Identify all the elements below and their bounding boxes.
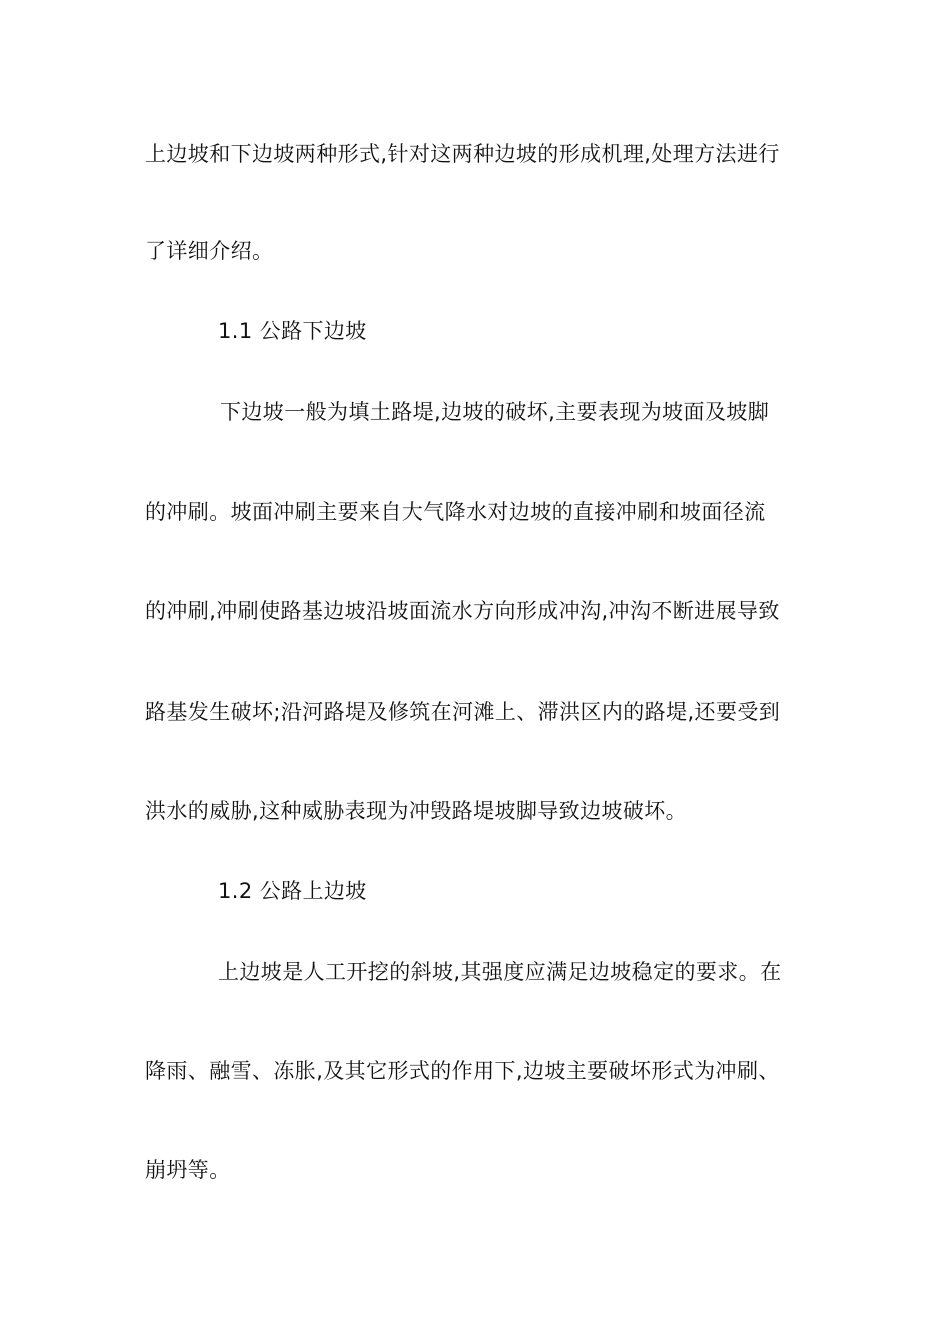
paragraph-line: 的冲刷,冲刷使路基边坡沿坡面流水方向形成冲沟,冲沟不断进展导致 — [145, 599, 780, 623]
paragraph-line: 路基发生破坏;沿河路堤及修筑在河滩上、滞洪区内的路堤,还要受到 — [145, 700, 781, 724]
paragraph-line: 崩坍等。 — [145, 1158, 231, 1182]
section-heading: 1.2 公路上边坡 — [218, 879, 367, 903]
paragraph-line: 洪水的威胁,这种威胁表现为冲毁路堤坡脚导致边坡破坏。 — [145, 799, 688, 823]
paragraph-line: 上边坡是人工开挖的斜坡,其强度应满足边坡稳定的要求。在 — [218, 960, 782, 984]
paragraph-line: 上边坡和下边坡两种形式,针对这两种边坡的形成机理,处理方法进行 — [145, 142, 780, 166]
paragraph-line: 降雨、融雪、冻胀,及其它形式的作用下,边坡主要破坏形式为冲刷、 — [145, 1059, 780, 1083]
paragraph-line: 下边坡一般为填土路堤,边坡的破坏,主要表现为坡面及坡脚 — [220, 400, 770, 424]
section-heading: 1.1 公路下边坡 — [218, 319, 367, 343]
paragraph-line: 的冲刷。坡面冲刷主要来自大气降水对边坡的直接冲刷和坡面径流 — [145, 500, 766, 524]
paragraph-line: 了详细介绍。 — [145, 239, 274, 263]
